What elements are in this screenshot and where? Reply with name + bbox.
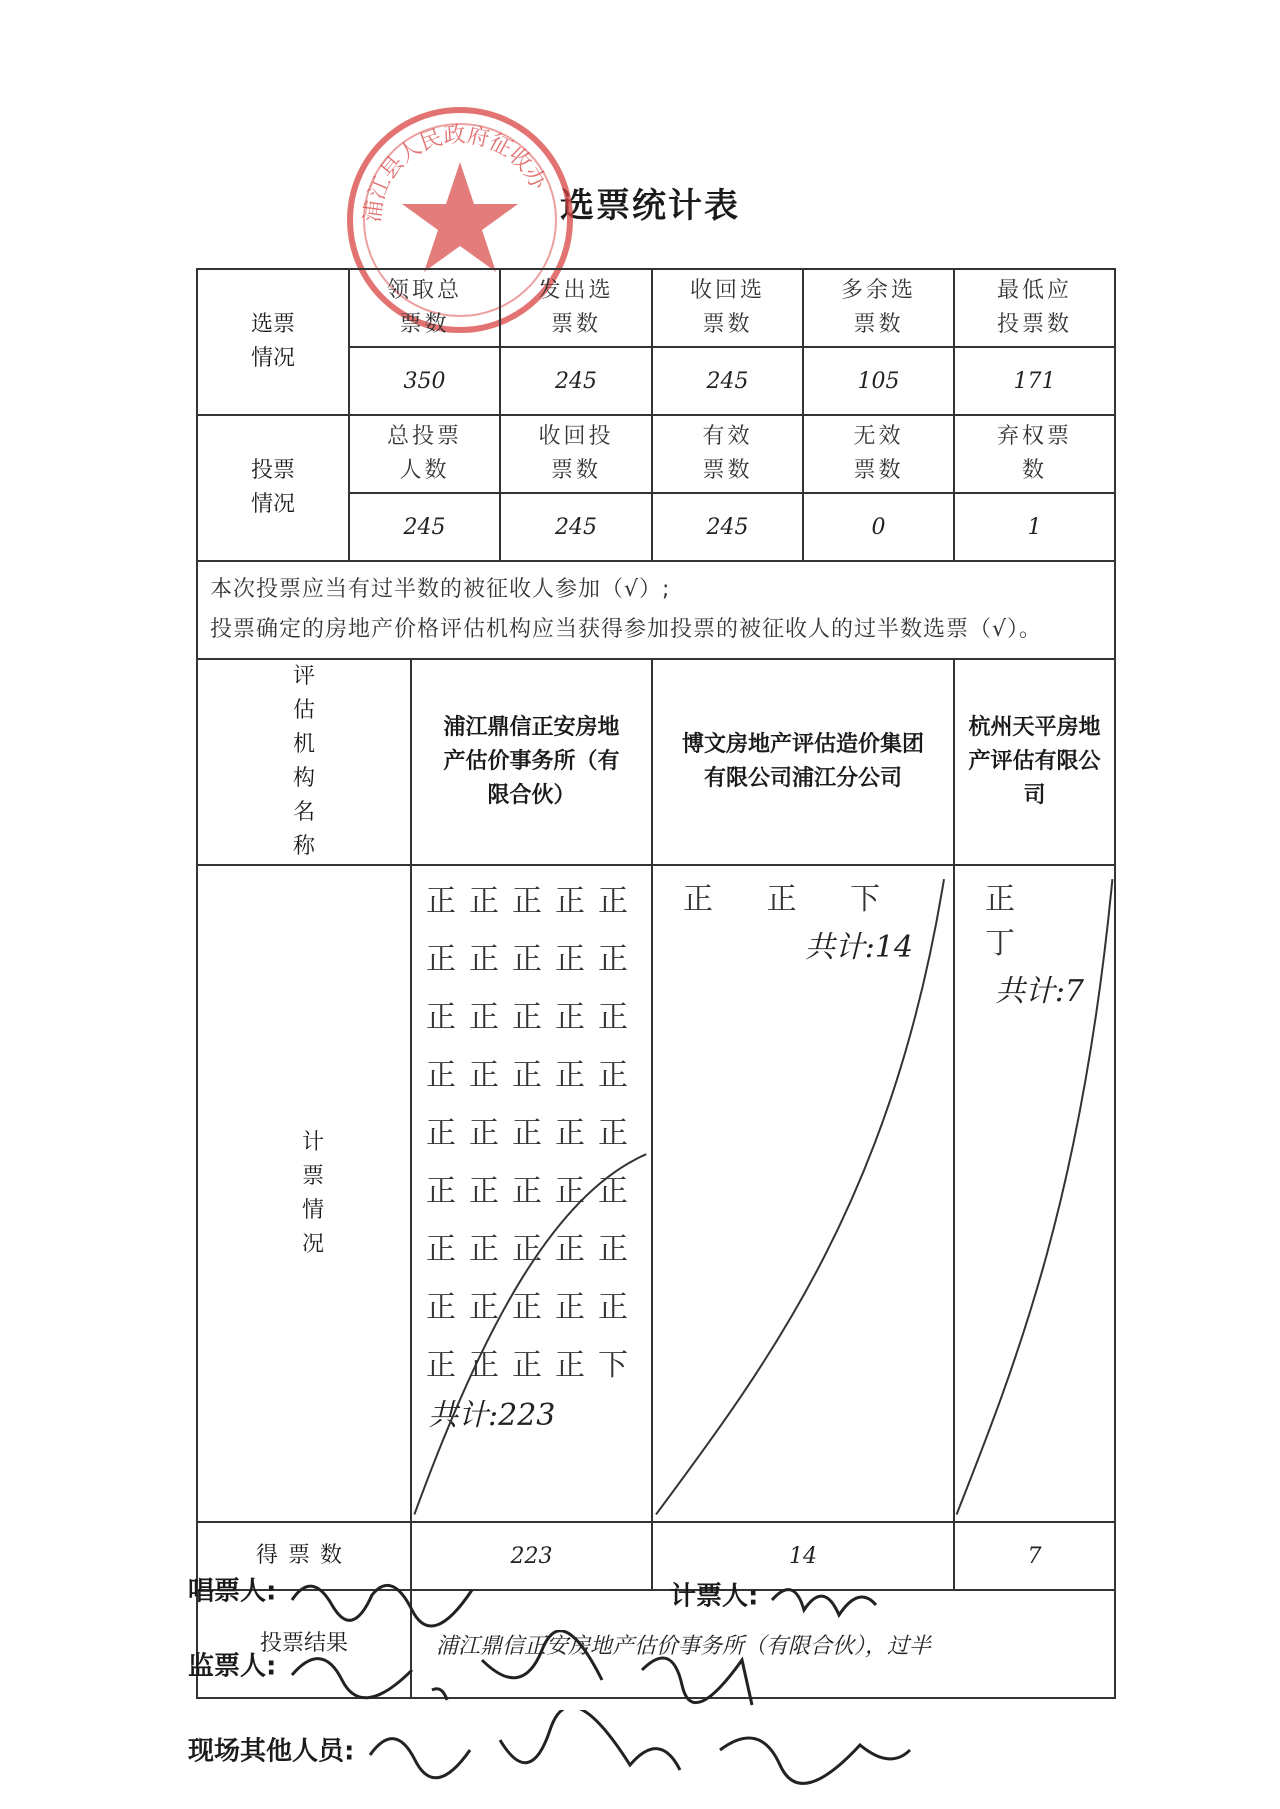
tally-mark: 正: [469, 1058, 499, 1093]
tally-mark: 正: [555, 1174, 586, 1209]
result-label: 投票结果: [197, 1590, 411, 1698]
org-names-row: [197, 659, 1115, 865]
header-total-voters: 总投票人数: [349, 415, 500, 493]
signature-others: [188, 1710, 920, 1800]
ballot-header-row: [197, 269, 1115, 347]
value-returned-ballots: 245: [652, 347, 803, 415]
header-minimum-votes: 最低应投票数: [954, 269, 1115, 347]
vote-section-label: 投票情况: [197, 415, 349, 561]
value-issued-ballots: 245: [500, 347, 652, 415]
tally-mark: 正: [555, 1290, 586, 1325]
tally-mark: 正: [555, 1348, 586, 1383]
monitor-label: 监票人:: [188, 1651, 277, 1682]
value-minimum-votes: 171: [954, 347, 1115, 415]
tally-org-2: [652, 865, 954, 1522]
tally-mark: 正: [512, 884, 542, 919]
result-text: 浦江鼎信正安房地产估价事务所（有限合伙），过半: [411, 1590, 1115, 1698]
others-label: 现场其他人员:: [188, 1736, 355, 1767]
value-total-ballots: 350: [349, 347, 500, 415]
header-returned-ballots: 收回选票数: [652, 269, 803, 347]
tally-mark: 正: [512, 1000, 542, 1035]
tally-mark: 正: [426, 1058, 456, 1093]
org-label-text: 评估机构名称: [292, 664, 315, 859]
value-surplus-ballots: 105: [803, 347, 954, 415]
header-total-ballots: 领取总票数: [349, 269, 500, 347]
tally-org-3-marks: 正 丁: [985, 882, 1038, 961]
counter-label: 计票人:: [670, 1581, 759, 1612]
tally-mark: 正: [426, 1232, 456, 1267]
votes-org-1: 223: [411, 1522, 652, 1590]
tally-mark: 正: [598, 1116, 629, 1151]
tally-mark: 正: [426, 1290, 456, 1325]
tally-mark: 正: [512, 1232, 542, 1267]
tally-org-2-marks: 正 正 下: [683, 882, 903, 917]
note-line-2: 投票确定的房地产价格评估机构应当获得参加投票的被征收人的过半数选票（√）。: [210, 617, 1043, 642]
votes-org-3: 7: [954, 1522, 1115, 1590]
signature-caller: [188, 1560, 482, 1630]
tally-mark: 正: [512, 1116, 542, 1151]
tally-mark: 正: [469, 1000, 499, 1035]
header-valid-votes: 有效票数: [652, 415, 803, 493]
tally-mark: 正: [469, 884, 499, 919]
header-invalid-votes: 无效票数: [803, 415, 954, 493]
tally-row: [197, 865, 1115, 1522]
monitor-signature-scribble: [282, 1630, 802, 1710]
header-abstain-votes: 弃权票数: [954, 415, 1115, 493]
tally-mark: 正: [426, 1000, 456, 1035]
signature-counter: [670, 1570, 884, 1630]
others-signature-scribble: [360, 1710, 920, 1800]
value-abstain-votes: 1: [954, 493, 1115, 561]
tally-mark: 正: [555, 1232, 586, 1267]
tally-mark: 正: [426, 884, 456, 919]
tally-mark: 正: [512, 1174, 542, 1209]
tally-org-1-marks: [412, 866, 651, 1384]
notes-row: [197, 561, 1115, 659]
value-valid-votes: 245: [652, 493, 803, 561]
ballot-section-label: 选票情况: [197, 269, 349, 415]
tally-label-text: 计票情况: [302, 1129, 325, 1257]
tally-org-1: [411, 865, 652, 1522]
svg-text:浦江县人民政府征收办: 浦江县人民政府征收办: [360, 122, 551, 224]
header-issued-ballots: 发出选票数: [500, 269, 652, 347]
tally-mark: 正: [598, 942, 629, 977]
tally-mark: 正: [512, 1058, 542, 1093]
header-surplus-ballots: 多余选票数: [803, 269, 954, 347]
counter-signature-scribble: [764, 1570, 884, 1630]
tally-mark: 正: [598, 884, 629, 919]
tally-mark: 正: [555, 1058, 586, 1093]
tally-mark: 正: [555, 1000, 586, 1035]
tally-mark: 正: [598, 1232, 629, 1267]
page-title: 选票统计表: [560, 186, 740, 226]
tally-mark: 正: [426, 1116, 456, 1151]
tally-label: [197, 865, 411, 1522]
tally-mark: 正: [469, 1116, 499, 1151]
tally-org-3: [954, 865, 1115, 1522]
seal-star-icon: [402, 162, 518, 272]
tally-mark: 正: [512, 1348, 542, 1383]
org-label: [197, 659, 411, 865]
ballot-statistics-table: [196, 268, 1116, 1699]
tally-mark: 正: [555, 884, 586, 919]
value-returned-votes: 245: [500, 493, 652, 561]
notes-cell: [197, 561, 1115, 659]
org-name-2: 博文房地产评估造价集团有限公司浦江分公司: [652, 659, 954, 865]
tally-mark: 正: [598, 1174, 629, 1209]
tally-mark: 正: [426, 942, 456, 977]
tally-org-3-total: 共计:7: [994, 974, 1085, 1009]
votes-label: 得票数: [197, 1522, 411, 1590]
tally-mark: 正: [598, 1058, 629, 1093]
tally-mark: 正: [426, 1174, 456, 1209]
tally-mark: 下: [598, 1348, 629, 1383]
signature-monitor: [188, 1630, 802, 1710]
header-returned-votes: 收回投票数: [500, 415, 652, 493]
org-name-1: 浦江鼎信正安房地产估价事务所（有限合伙）: [411, 659, 652, 865]
tally-mark: 正: [469, 1174, 499, 1209]
tally-mark: 正: [469, 1232, 499, 1267]
tally-mark: 正: [512, 942, 542, 977]
tally-mark: 正: [512, 1290, 542, 1325]
tally-org-2-total: 共计:14: [804, 930, 914, 965]
value-total-voters: 245: [349, 493, 500, 561]
tally-mark: 正: [598, 1000, 629, 1035]
tally-mark: 正: [555, 942, 586, 977]
note-line-1: 本次投票应当有过半数的被征收人参加（√）;: [210, 577, 671, 602]
vote-header-row: [197, 415, 1115, 493]
org-name-3: 杭州天平房地产评估有限公司: [954, 659, 1115, 865]
caller-label: 唱票人:: [188, 1576, 277, 1607]
tally-mark: 正: [469, 1348, 499, 1383]
votes-org-2: 14: [652, 1522, 954, 1590]
tally-org-1-total: 共计:223: [428, 1398, 556, 1433]
tally-mark: 正: [426, 1348, 456, 1383]
tally-mark: 正: [469, 942, 499, 977]
value-invalid-votes: 0: [803, 493, 954, 561]
tally-mark: 正: [598, 1290, 629, 1325]
caller-signature-scribble: [282, 1560, 482, 1630]
tally-mark: 正: [555, 1116, 586, 1151]
tally-mark: 正: [469, 1290, 499, 1325]
